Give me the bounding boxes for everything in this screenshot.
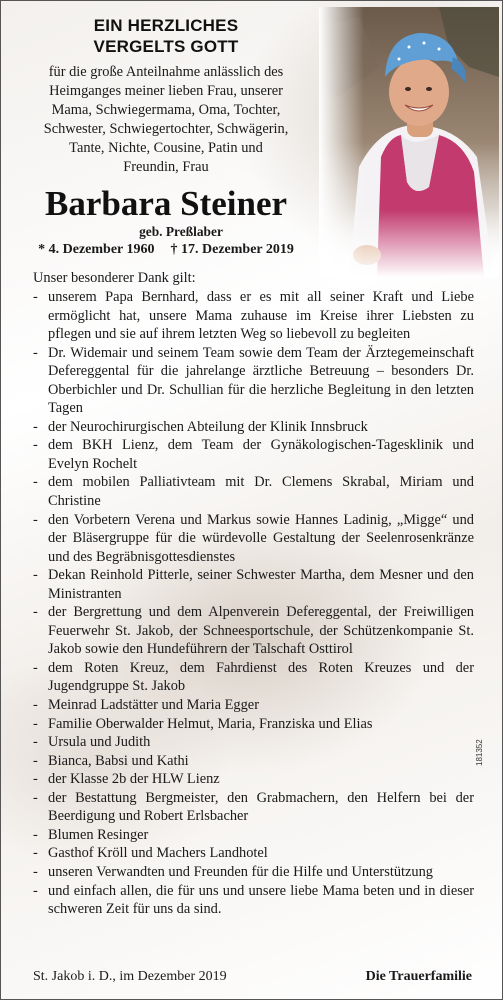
list-item: - dem mobilen Palliativteam mit Dr. Clemens Skrabal, Miriam und Christine xyxy=(32,473,474,510)
list-item: - Familie Oberwalder Helmut, Maria, Franziska und Elias xyxy=(32,715,474,734)
headline xyxy=(16,15,316,57)
place-date: St. Jakob i. D., im Dezember 2019 xyxy=(33,969,227,984)
deceased-name: Barbara Steiner xyxy=(44,184,288,223)
list-item: - Meinrad Ladstätter und Maria Egger xyxy=(32,696,474,715)
headline-line: VERGELTS GOTT xyxy=(93,37,239,56)
intro-line: Mama, Schwiegermama, Oma, Tochter, xyxy=(51,102,281,118)
intro-line: Heimganges meiner lieben Frau, unserer xyxy=(49,83,283,99)
list-item: - Bianca, Babsi und Kathi xyxy=(32,752,474,771)
list-item: - unseren Verwandten und Freunden für die Hilfe und Unterstützung xyxy=(32,863,474,882)
list-item: - Gasthof Kröll und Machers Landhotel xyxy=(32,844,474,863)
list-item: - der Bergrettung und dem Alpenverein Defereggental, der Freiwilligen Feuerwehr St. Jakob, der Schneesportschule, der Schützenkompanie St. Jakob sowie den Hundeführern der Talschaft Osttirol xyxy=(32,603,474,659)
list-item: - der Klasse 2b der HLW Lienz xyxy=(32,770,474,789)
intro-line: für die große Anteilnahme anlässlich des xyxy=(48,64,284,80)
death-date: † 17. Dezember 2019 xyxy=(170,242,294,257)
intro-line: Freundin, Frau xyxy=(123,159,209,175)
list-item: - Blumen Resinger xyxy=(32,826,474,845)
list-item: - dem BKH Lienz, dem Team der Gynäkologischen-Tagesklinik und Evelyn Rochelt xyxy=(32,436,474,473)
intro-line: Tante, Nichte, Cousine, Patin und xyxy=(69,140,263,156)
list-item: - den Vorbetern Verena und Markus sowie Hannes Ladinig, „Migge“ und der Bläsergruppe für die würdevolle Gestaltung der Seelenrosenkränze und des Begräbnisgottesdienstes xyxy=(32,511,474,567)
headline-line: EIN HERZLICHES xyxy=(93,16,239,35)
intro-line: Schwester, Schwiegertochter, Schwägerin, xyxy=(43,121,289,137)
list-item: - der Neurochirurgischen Abteilung der Klinik Innsbruck xyxy=(32,418,474,437)
list-item: - der Bestattung Bergmeister, den Grabmachern, den Helfern bei der Beerdigung und Robert Erlsbacher xyxy=(32,789,474,826)
ad-code: 181352 xyxy=(475,739,484,766)
list-item: - Ursula und Judith xyxy=(32,733,474,752)
portrait-photo xyxy=(319,7,499,277)
life-dates xyxy=(16,241,316,259)
intro-text xyxy=(16,63,316,177)
birth-date: * 4. Dezember 1960 xyxy=(38,242,155,257)
notice-header xyxy=(16,15,316,259)
list-item: - dem Roten Kreuz, dem Fahrdienst des Roten Kreuzes und der Jugendgruppe St. Jakob xyxy=(32,659,474,696)
list-item: - Dr. Widemair und seinem Team sowie dem Team der Ärztegemeinschaft Defereggental für die jahrelange ärztliche Betreuung – besonders Dr. Oberbichler und Dr. Schullian für die herzliche Begleitung in den letzten Tagen xyxy=(32,344,474,418)
list-item: - unserem Papa Bernhard, dass er es mit all seiner Kraft und Liebe ermöglicht hat, unsere Mama zuhause im Kreise ihrer Liebsten zu pflegen und sie auf ihrem letzten Weg so liebevoll zu begleiten xyxy=(32,288,474,344)
list-item: - und einfach allen, die für uns und unsere liebe Mama beten und in dieser schweren Zeit für uns da sind. xyxy=(32,882,474,919)
list-item: - Dekan Reinhold Pitterle, seiner Schwester Martha, dem Mesner und den Ministranten xyxy=(32,566,474,603)
thanks-list xyxy=(32,288,474,919)
signature: Die Trauerfamilie xyxy=(365,969,472,984)
thanks-heading: Unser besonderer Dank gilt: xyxy=(33,270,196,286)
birth-name: geb. Preßlaber xyxy=(139,224,223,239)
